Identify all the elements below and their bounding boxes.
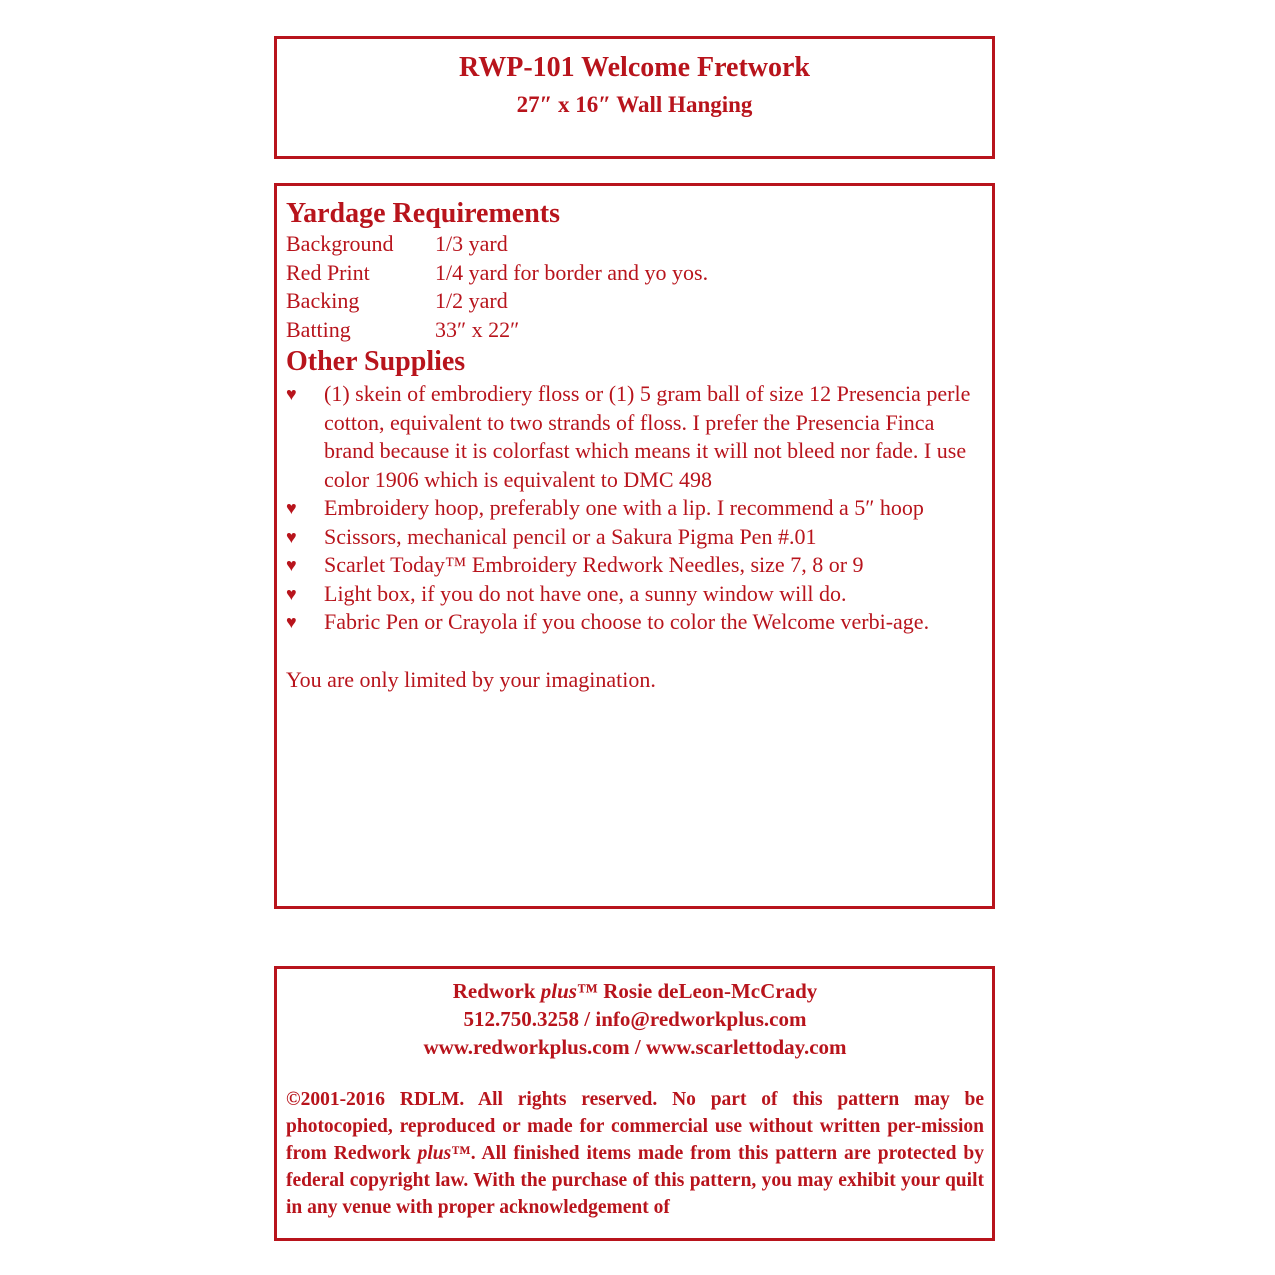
yardage-fabric: Backing — [286, 288, 360, 313]
heart-bullet-icon: ♥ — [286, 555, 297, 575]
supplies-heading: Other Supplies — [286, 346, 466, 377]
phone-email: 512.750.3258 / info@redworkplus.com — [463, 1007, 807, 1031]
yardage-row — [286, 230, 984, 259]
heart-bullet-icon: ♥ — [286, 583, 297, 604]
yardage-row — [286, 287, 984, 316]
brand-plus: plus — [540, 979, 577, 1003]
brand-name: Redwork — [452, 979, 536, 1003]
yardage-amount: 33″ x 22″ — [435, 316, 520, 342]
yardage-fabric: Batting — [286, 316, 351, 342]
yardage-fabric: Red Print — [286, 259, 370, 285]
contact-box — [274, 966, 995, 1241]
pattern-size: 27″ x 16″ Wall Hanging — [516, 92, 753, 117]
list-item — [286, 494, 984, 523]
yardage-amount: 1/3 yard — [435, 231, 508, 256]
heart-bullet-icon: ♥ — [286, 612, 297, 632]
heart-bullet-icon: ♥ — [286, 526, 297, 547]
copyright-text-1: ©2001-2016 RDLM. All rights reserved. No part of this pattern may be photocopied, reproduced or made for commercial use without written per-mission from Redwork — [286, 1089, 984, 1164]
supply-text: Scissors, mechanical pencil or a Sakura Pigma Pen #.01 — [324, 523, 817, 549]
website-links: www.redworkplus.com / www.scarlettoday.com — [423, 1035, 847, 1059]
yardage-amount: 1/2 yard — [435, 288, 508, 313]
brand-line — [286, 977, 984, 1005]
closing-line: You are only limited by your imagination. — [286, 666, 656, 692]
supply-text: Fabric Pen or Crayola if you choose to color the Welcome verbi-age. — [324, 609, 930, 634]
supply-text: (1) skein of embrodiery floss or (1) 5 gram ball of size 12 Presencia perle cotton, equivalent to two strands of floss. I prefer the Presencia Finca brand because it is colorfast which means it will not bleed nor fade. I use color 1906 which is equivalent to DMC 498 — [324, 381, 971, 492]
copyright-notice — [286, 1086, 984, 1221]
brand-author: ™ Rosie deLeon-McCrady — [576, 979, 818, 1003]
yardage-fabric: Background — [286, 231, 394, 256]
list-item — [286, 608, 984, 637]
title-box — [274, 36, 995, 159]
yardage-row — [286, 316, 984, 345]
yardage-amount: 1/4 yard for border and yo yos. — [435, 259, 709, 285]
supply-text: Scarlet Today™ Embroidery Redwork Needles, size 7, 8 or 9 — [324, 552, 864, 577]
copyright-text-2: ™. All finished items made from this pattern are protected by federal copyright law. With the purchase of this pattern, you may exhibit your quilt in any venue with proper acknowledgement of — [286, 1143, 984, 1218]
pattern-title: RWP-101 Welcome Fretwork — [459, 52, 810, 83]
heart-bullet-icon: ♥ — [286, 384, 297, 404]
copyright-plus: plus — [417, 1143, 452, 1164]
list-item — [286, 580, 984, 609]
supply-text: Light box, if you do not have one, a sunny window will do. — [324, 580, 847, 606]
yardage-row — [286, 259, 984, 288]
list-item — [286, 523, 984, 552]
list-item — [286, 380, 984, 494]
supply-text: Embroidery hoop, preferably one with a lip. I recommend a 5″ hoop — [324, 495, 924, 520]
heart-bullet-icon: ♥ — [286, 498, 297, 518]
supplies-list — [286, 380, 984, 637]
yardage-heading: Yardage Requirements — [286, 198, 561, 229]
list-item — [286, 551, 984, 580]
requirements-box — [274, 183, 995, 909]
